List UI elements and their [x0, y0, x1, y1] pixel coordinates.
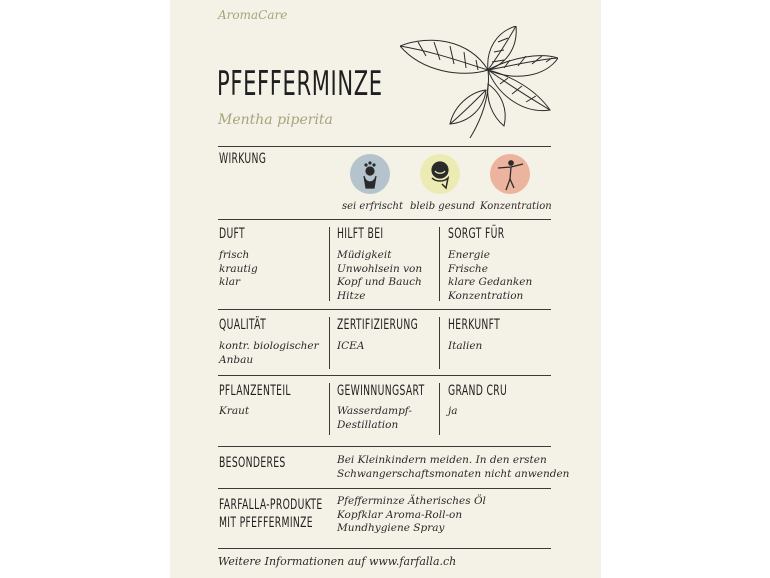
- column-divider: [329, 317, 330, 369]
- text-besonderes: Bei Kleinkindern meiden. In den ersten Schwangerschaftsmonaten nicht anwenden: [337, 454, 570, 480]
- column-divider: [439, 383, 440, 435]
- divider: [218, 309, 551, 310]
- divider: [218, 446, 551, 447]
- text-zertifizierung: ICEA: [337, 340, 365, 352]
- column-divider: [439, 317, 440, 369]
- text-gewinnungsart: Wasserdampf- Destillation: [337, 405, 412, 431]
- heading-zertifizierung: ZERTIFIZIERUNG: [337, 317, 419, 333]
- text-qualitaet: kontr. biologischer Anbau: [219, 340, 319, 366]
- heading-qualitaet: QUALITÄT: [219, 317, 267, 333]
- column-divider: [329, 227, 330, 301]
- icon-label-konzentration: Konzentration: [480, 201, 552, 212]
- heading-besonderes: BESONDERES: [219, 455, 286, 471]
- refresh-shower-icon: [350, 154, 390, 194]
- text-herkunft: Italien: [448, 340, 483, 352]
- divider: [218, 488, 551, 489]
- section-heading-wirkung: WIRKUNG: [219, 151, 267, 167]
- column-divider: [439, 227, 440, 301]
- latin-name: Mentha piperita: [218, 112, 333, 128]
- heading-gewinnungsart: GEWINNUNGSART: [337, 383, 425, 399]
- brand-label: AromaCare: [218, 8, 288, 22]
- divider: [218, 146, 551, 147]
- info-card: [170, 0, 601, 578]
- footer-info: Weitere Informationen auf www.farfalla.ch: [218, 555, 457, 568]
- heading-hilft-bei: HILFT BEI: [337, 226, 384, 242]
- page-title: PFEFFERMINZE: [217, 64, 383, 104]
- text-duft: frisch krautig klar: [219, 249, 258, 288]
- heading-produkte: FARFALLA-PRODUKTE MIT PFEFFERMINZE: [219, 497, 323, 531]
- heading-pflanzenteil: PFLANZENTEIL: [219, 383, 291, 399]
- heading-duft: DUFT: [219, 226, 245, 242]
- text-hilft-bei: Müdigkeit Unwohlsein von Kopf und Bauch Hitze: [337, 249, 423, 302]
- mint-leaves-icon: [400, 26, 558, 138]
- text-sorgt-fuer: Energie Frische klare Gedanken Konzentration: [448, 249, 533, 302]
- heading-herkunft: HERKUNFT: [448, 317, 501, 333]
- scarf-head-icon: [420, 154, 460, 194]
- text-grand-cru: ja: [448, 405, 458, 417]
- icon-label-erfrischt: sei erfrischt: [342, 201, 403, 212]
- heading-grand-cru: GRAND CRU: [448, 383, 508, 399]
- divider: [218, 375, 551, 376]
- text-produkte: Pfefferminze Ätherisches Öl Kopfklar Aroma-Roll-on Mundhygiene Spray: [337, 495, 486, 534]
- heading-sorgt-fuer: SORGT FÜR: [448, 226, 505, 242]
- divider: [218, 548, 551, 549]
- icon-label-gesund: bleib gesund: [410, 201, 476, 212]
- yoga-pose-icon: [490, 154, 530, 194]
- column-divider: [329, 383, 330, 435]
- divider: [218, 219, 551, 220]
- text-pflanzenteil: Kraut: [219, 405, 250, 417]
